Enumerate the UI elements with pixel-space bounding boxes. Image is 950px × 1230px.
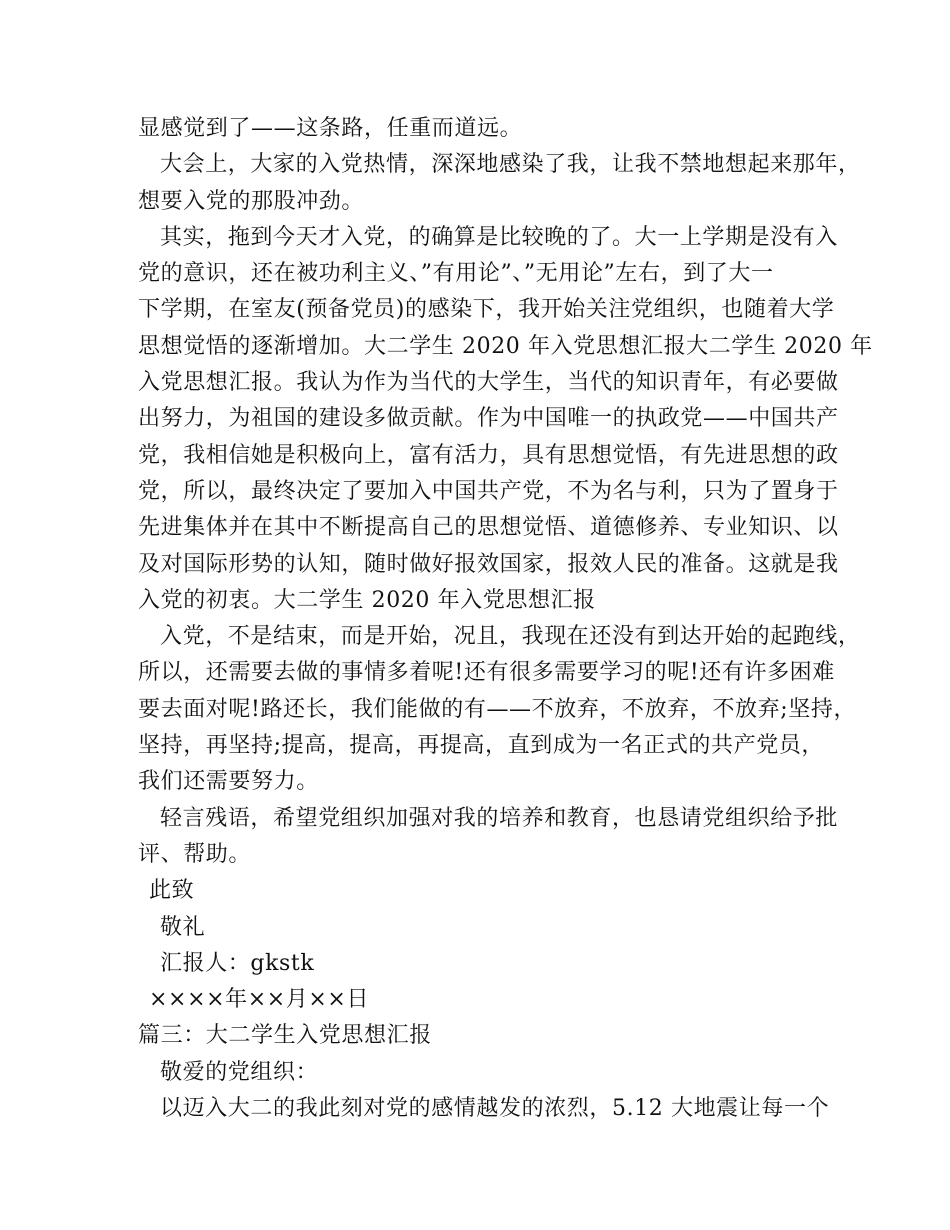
- closing-regards: 敬礼: [160, 914, 206, 940]
- text-line-9: 出努力，为祖国的建设多做贡献。作为中国唯一的执政党——中国共产: [138, 406, 839, 432]
- text-line-3: 想要入党的那股冲劲。: [138, 188, 365, 214]
- text-line-7: 思想觉悟的逐渐增加。大二学生 2020 年入党思想汇报大二学生 2020 年: [138, 333, 873, 359]
- text-line-12: 先进集体并在其中不断提高自己的思想觉悟、道德修养、专业知识、以: [138, 515, 839, 541]
- reporter-line: 汇报人：gkstk: [160, 950, 315, 976]
- text-line-6: 下学期，在室友(预备党员)的感染下，我开始关注党组织，也随着大学: [138, 297, 835, 323]
- text-line-last: 以迈入大二的我此刻对党的感情越发的浓烈，5.12 大地震让每一个: [160, 1096, 830, 1122]
- text-line-1: 显感觉到了——这条路，任重而道远。: [138, 116, 523, 141]
- text-line-11: 党，所以，最终决定了要加入中国共产党，不为名与利，只为了置身于: [138, 478, 839, 504]
- text-line-4: 其实，拖到今天才入党，的确算是比较晚的了。大一上学期是没有入: [160, 224, 839, 250]
- text-line-21: 评、帮助。: [138, 841, 252, 867]
- text-line-2: 大会上，大家的入党热情，深深地感染了我，让我不禁地想起来那年，: [160, 152, 861, 178]
- text-line-5: 党的意识，还在被功利主义、”有用论”、”无用论”左右，到了大一: [138, 261, 774, 287]
- text-line-16: 所以，还需要去做的事情多着呢!还有很多需要学习的呢!还有许多困难: [138, 660, 835, 686]
- document-body: [138, 111, 873, 1127]
- date-line: ××××年××月××日: [149, 987, 370, 1013]
- text-line-20: 轻言残语，希望党组织加强对我的培养和教育，也恳请党组织给予批: [160, 805, 839, 831]
- section-heading: 篇三：大二学生入党思想汇报: [138, 1023, 432, 1049]
- text-line-8: 入党思想汇报。我认为作为当代的大学生，当代的知识青年，有必要做: [138, 370, 839, 396]
- closing-salutation: 此致: [149, 878, 195, 904]
- text-line-10: 党，我相信她是积极向上，富有活力，具有思想觉悟，有先进思想的政: [138, 442, 839, 468]
- text-line-15: 入党，不是结束，而是开始，况且，我现在还没有到达开始的起跑线，: [160, 624, 861, 650]
- text-line-17: 要去面对呢!路还长，我们能做的有——不放弃，不放弃，不放弃;坚持，: [138, 696, 857, 722]
- text-line-19: 我们还需要努力。: [138, 769, 319, 795]
- salutation-line: 敬爱的党组织：: [160, 1059, 319, 1085]
- text-line-18: 坚持，再坚持;提高，提高，再提高，直到成为一名正式的共产党员，: [138, 733, 825, 759]
- text-line-13: 及对国际形势的认知，随时做好报效国家，报效人民的准备。这就是我: [138, 551, 839, 577]
- text-line-14: 入党的初衷。大二学生 2020 年入党思想汇报: [138, 587, 596, 613]
